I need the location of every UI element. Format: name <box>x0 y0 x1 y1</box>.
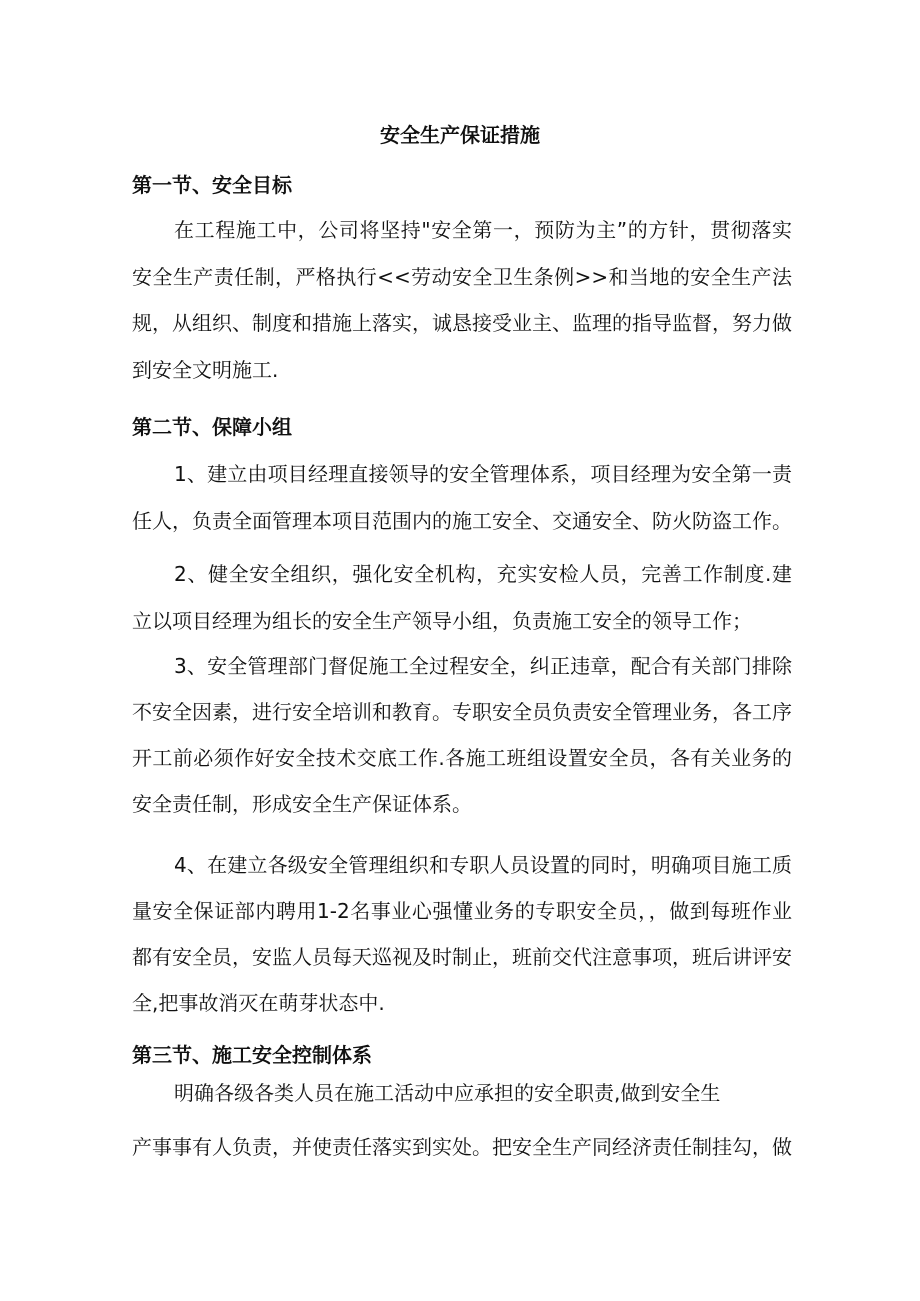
section-2-item-1: 1、建立由项目经理直接领导的安全管理体系，项目经理为安全第一责任人，负责全面管理本项目范围内的施工安全、交通安全、防火防盗工作。 <box>132 462 792 533</box>
section-2-item-2: 2、健全安全组织，强化安全机构，充实安检人员，完善工作制度.建立以项目经理为组长的安全生产领导小组，负责施工安全的领导工作； <box>132 562 792 633</box>
section-2-item-3: 3、安全管理部门督促施工全过程安全，纠正违章，配合有关部门排除不安全因素，进行安全培训和教育。专职安全员负责安全管理业务，各工序开工前必须作好安全技术交底工作.各施工班组设置安全员，各有关业务的安全责任制，形成安全生产保证体系。 <box>132 654 792 816</box>
section-3-heading: 第三节、施工安全控制体系 <box>132 1043 372 1067</box>
section-3-line-2: 产事事有人负责，并使责任落实到实处。把安全生产同经济责任制挂勾，做 <box>132 1135 792 1159</box>
section-1-heading: 第一节、安全目标 <box>132 173 292 197</box>
section-1-paragraph: 在工程施工中，公司将坚持"安全第一，预防为主”的方针，贯彻落实安全生产责任制，严格执行<<劳动安全卫生条例>>和当地的安全生产法规，从组织、制度和措施上落实，诚恳接受业主、监理的指导监督，努力做到安全文明施工. <box>132 218 792 382</box>
section-3-line-1: 明确各级各类人员在施工活动中应承担的安全职责,做到安全生 <box>174 1081 721 1105</box>
section-2-heading: 第二节、保障小组 <box>132 415 292 439</box>
document-title: 安全生产保证措施 <box>380 123 540 147</box>
section-2-item-4: 4、在建立各级安全管理组织和专职人员设置的同时，明确项目施工质量安全保证部内聘用1-2名事业心强懂业务的专职安全员，，做到每班作业都有安全员，安监人员每天巡视及时制止，班前交代注意事项，班后讲评安全,把事故消灭在萌芽状态中. <box>132 853 792 1015</box>
